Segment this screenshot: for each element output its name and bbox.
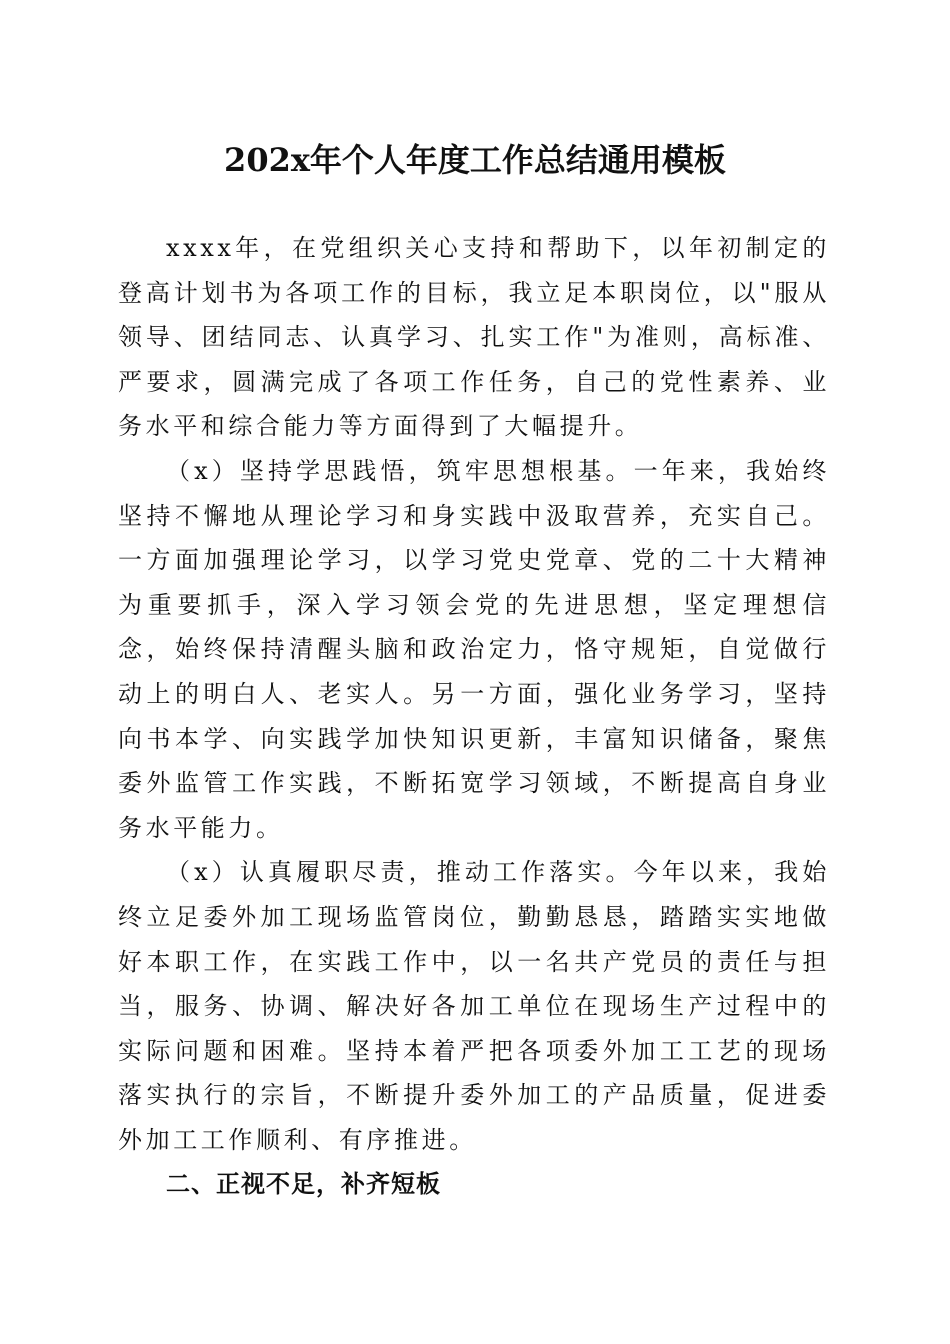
- document-body: [118, 226, 830, 1207]
- page-title: 202x年个人年度工作总结通用模板: [224, 141, 726, 179]
- paragraph-duty: （x）认真履职尽责，推动工作落实。今年以来，我始终立足委外加工现场监管岗位，勤勤恳恳，踏踏实实地做好本职工作，在实践工作中，以一名共产党员的责任与担当，服务、协调、解决好各加工单位在现场生产过程中的实际问题和困难。坚持本着严把各项委外加工工艺的现场落实执行的宗旨，不断提升委外加工的产品质量，促进委外加工工作顺利、有序推进。: [118, 858, 830, 1154]
- paragraph-study: （x）坚持学思践悟，筑牢思想根基。一年来，我始终坚持不懈地从理论学习和身实践中汲取营养，充实自己。一方面加强理论学习，以学习党史党章、党的二十大精神为重要抓手，深入学习领会党的先进思想，坚定理想信念，始终保持清醒头脑和政治定力，恪守规矩，自觉做行动上的明白人、老实人。另一方面，强化业务学习，坚持向书本学、向实践学加快知识更新，丰富知识储备，聚焦委外监管工作实践，不断拓宽学习领域，不断提高自身业务水平能力。: [118, 456, 830, 842]
- section-heading: 二、正视不足，补齐短板: [166, 1170, 441, 1199]
- paragraph-intro: xxxx年，在党组织关心支持和帮助下，以年初制定的登高计划书为各项工作的目标，我立足本职岗位，以"服从领导、团结同志、认真学习、扎实工作"为准则，高标准、严要求，圆满完成了各项工作任务，自己的党性素养、业务水平和综合能力等方面得到了大幅提升。: [118, 234, 830, 441]
